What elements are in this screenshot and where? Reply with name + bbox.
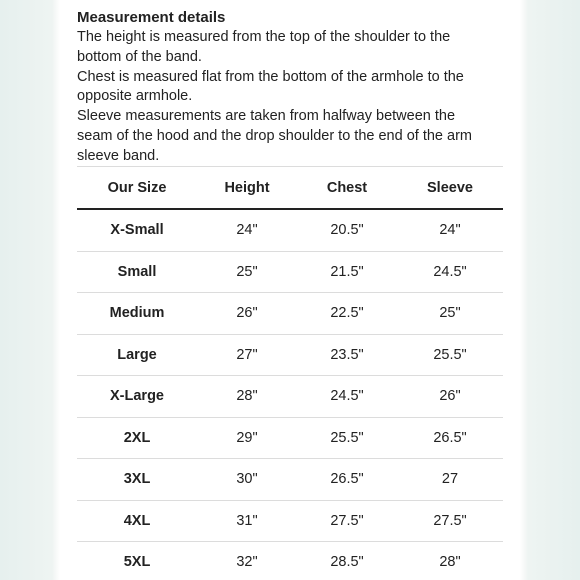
details-line: The height is measured from the top of the shoulder to the	[77, 29, 451, 45]
size-cell: X-Small	[77, 209, 197, 251]
sleeve-cell: 28"	[397, 542, 503, 580]
height-cell: 27"	[197, 334, 297, 376]
chest-cell: 22.5"	[297, 293, 397, 335]
chest-cell: 25.5"	[297, 417, 397, 459]
height-cell: 24"	[197, 209, 297, 251]
chest-cell: 27.5"	[297, 500, 397, 542]
chest-cell: 28.5"	[297, 542, 397, 580]
table-row	[77, 500, 503, 542]
details-line: Sleeve measurements are taken from halfway between the	[77, 108, 456, 125]
sleeve-cell: 27	[397, 459, 503, 501]
header-height: Height	[197, 167, 297, 210]
details-line: opposite armhole.	[77, 88, 193, 105]
details-line: bottom of the band.	[77, 48, 202, 65]
size-chart-table	[77, 166, 503, 580]
size-cell: Small	[77, 251, 197, 293]
details-line: sleeve band.	[77, 147, 160, 164]
size-cell: 2XL	[77, 417, 197, 459]
sleeve-cell: 24.5"	[397, 251, 503, 293]
size-cell: 5XL	[77, 542, 197, 580]
details-heading: Measurement details	[77, 9, 226, 26]
table-row	[77, 209, 503, 251]
table-row	[77, 542, 503, 580]
header-our-size: Our Size	[77, 167, 197, 210]
table-row	[77, 376, 503, 418]
sleeve-cell: 25.5"	[397, 334, 503, 376]
height-cell: 28"	[197, 376, 297, 418]
sleeve-cell: 26.5"	[397, 417, 503, 459]
table-row	[77, 251, 503, 293]
size-cell: 4XL	[77, 500, 197, 542]
chest-cell: 20.5"	[297, 209, 397, 251]
size-cell: Large	[77, 334, 197, 376]
height-cell: 31"	[197, 500, 297, 542]
table-row	[77, 417, 503, 459]
table-row	[77, 459, 503, 501]
size-cell: X-Large	[77, 376, 197, 418]
height-cell: 30"	[197, 459, 297, 501]
header-chest: Chest	[297, 167, 397, 210]
sleeve-cell: 24"	[397, 209, 503, 251]
header-sleeve: Sleeve	[397, 167, 503, 210]
chest-cell: 26.5"	[297, 459, 397, 501]
height-cell: 26"	[197, 293, 297, 335]
sleeve-cell: 26"	[397, 376, 503, 418]
table-row	[77, 293, 503, 335]
sleeve-cell: 25"	[397, 293, 503, 335]
measurement-details	[77, 8, 507, 167]
table-header-row	[77, 167, 503, 210]
chest-cell: 21.5"	[297, 251, 397, 293]
chest-cell: 24.5"	[297, 376, 397, 418]
details-line: Chest is measured flat from the bottom of the armhole to the	[77, 68, 464, 85]
height-cell: 32"	[197, 542, 297, 580]
chest-cell: 23.5"	[297, 334, 397, 376]
table-row	[77, 334, 503, 376]
height-cell: 29"	[197, 417, 297, 459]
size-cell: 3XL	[77, 459, 197, 501]
size-cell: Medium	[77, 293, 197, 335]
details-line: seam of the hood and the drop shoulder to the end of the arm	[77, 127, 472, 144]
sleeve-cell: 27.5"	[397, 500, 503, 542]
height-cell: 25"	[197, 251, 297, 293]
